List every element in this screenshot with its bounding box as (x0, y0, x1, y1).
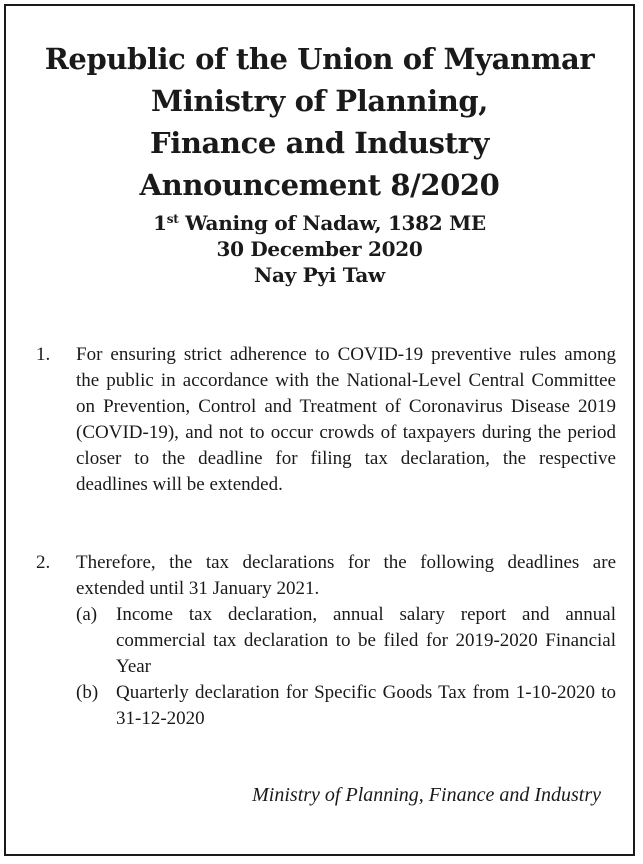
paragraph-number: 1. (36, 344, 51, 365)
paragraph-number: 2. (36, 552, 51, 573)
gregorian-date: 30 December 2020 (216, 237, 423, 261)
signature: Ministry of Planning, Finance and Industry (252, 784, 601, 806)
place: Nay Pyi Taw (254, 263, 385, 287)
title-line-country: Republic of the Union of Myanmar (44, 42, 595, 76)
subitem-label: (a) (76, 604, 98, 625)
myanmar-date-rest: Waning of Nadaw, 1382 ME (178, 211, 486, 235)
paragraph-text: For ensuring strict adherence to COVID-19 preventive rules among the public in accordance with the National-Level Central Committee on Prevention, Control and Treatment of Coronavirus Disease 2019 (COVID-19), and not to occur crowds of taxpayers during the period closer to the deadline for filing tax declaration, the respective deadlines will be extended. (76, 344, 616, 495)
paragraph-2 (36, 550, 616, 732)
title-line-ministry-cont: Finance and Industry (150, 126, 489, 160)
subitem-b (76, 680, 616, 732)
paragraph-text: Therefore, the tax declarations for the following deadlines are extended until 31 January 2021. (76, 552, 616, 599)
announcement-frame (4, 4, 635, 856)
title-line-announcement: Announcement 8/2020 (139, 168, 500, 202)
subitem-a (76, 602, 616, 680)
subitem-label: (b) (76, 682, 99, 703)
myanmar-date (6, 210, 633, 236)
announcement-header (6, 38, 633, 288)
myanmar-date-suffix: st (166, 212, 179, 226)
subitem-text: Quarterly declaration for Specific Goods Tax from 1-10-2020 to 31-12-2020 (116, 682, 616, 729)
paragraph-1 (36, 342, 616, 498)
title-line-ministry: Ministry of Planning, (151, 84, 488, 118)
myanmar-date-day: 1 (153, 211, 167, 235)
subitem-text: Income tax declaration, annual salary report and annual commercial tax declaration to be filed for 2019-2020 Financial Year (116, 604, 616, 677)
